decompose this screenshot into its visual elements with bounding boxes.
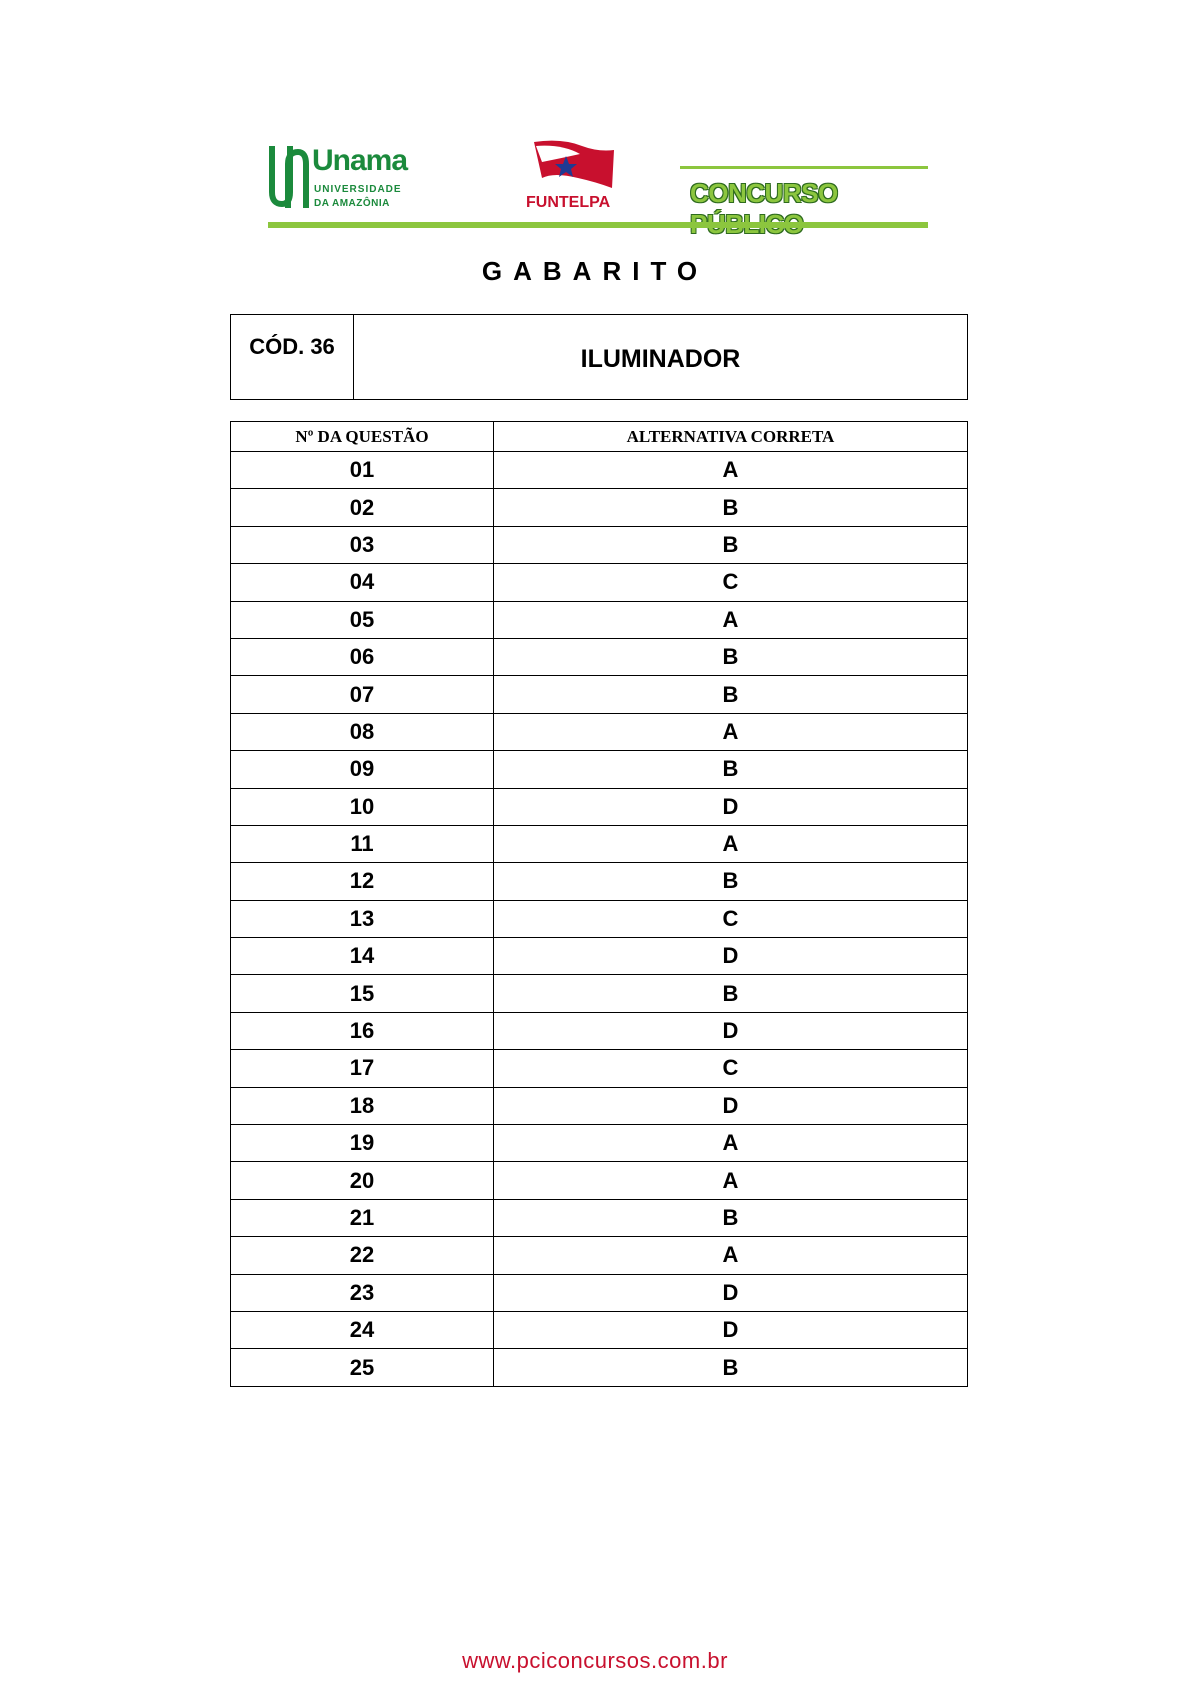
table-row — [231, 676, 968, 713]
unama-subtitle-2: DA AMAZÔNIA — [314, 198, 390, 209]
question-number: 03 — [231, 526, 494, 563]
unama-name: Unama — [312, 144, 408, 177]
table-row — [231, 788, 968, 825]
correct-alternative: B — [494, 1349, 968, 1386]
correct-alternative: A — [494, 713, 968, 750]
question-number: 08 — [231, 713, 494, 750]
table-row — [231, 1162, 968, 1199]
role-title: ILUMINADOR — [580, 345, 741, 373]
table-row — [231, 1311, 968, 1348]
correct-alternative: D — [494, 1012, 968, 1049]
table-row — [231, 1199, 968, 1236]
footer-url: www.pciconcursos.com.br — [462, 1648, 728, 1673]
table-row — [231, 713, 968, 750]
correct-alternative: B — [494, 489, 968, 526]
table-row — [231, 975, 968, 1012]
correct-alternative: D — [494, 938, 968, 975]
concurso-top-line — [680, 166, 928, 169]
correct-alternative: C — [494, 1050, 968, 1087]
correct-alternative: A — [494, 1162, 968, 1199]
correct-alternative: B — [494, 526, 968, 563]
answer-key-table — [230, 421, 968, 1387]
header-divider — [268, 222, 928, 228]
question-number: 21 — [231, 1199, 494, 1236]
correct-alternative: D — [494, 1274, 968, 1311]
question-number: 12 — [231, 863, 494, 900]
correct-alternative: D — [494, 1311, 968, 1348]
question-number: 19 — [231, 1125, 494, 1162]
header-correct-alternative: ALTERNATIVA CORRETA — [494, 422, 968, 452]
table-row — [231, 1274, 968, 1311]
question-number: 23 — [231, 1274, 494, 1311]
question-number: 25 — [231, 1349, 494, 1386]
answer-rows — [231, 452, 968, 1387]
concurso-publico-logo — [680, 166, 928, 222]
question-number: 10 — [231, 788, 494, 825]
correct-alternative: C — [494, 564, 968, 601]
question-number: 15 — [231, 975, 494, 1012]
correct-alternative: D — [494, 788, 968, 825]
question-number: 01 — [231, 452, 494, 489]
table-row — [231, 1349, 968, 1386]
question-number: 02 — [231, 489, 494, 526]
table-row — [231, 638, 968, 675]
unama-mark-icon — [268, 142, 310, 212]
table-row — [231, 1125, 968, 1162]
header-logos — [268, 138, 928, 230]
page-title: GABARITO — [481, 256, 709, 286]
question-number: 18 — [231, 1087, 494, 1124]
table-row — [231, 900, 968, 937]
correct-alternative: C — [494, 900, 968, 937]
question-number: 14 — [231, 938, 494, 975]
question-number: 20 — [231, 1162, 494, 1199]
correct-alternative: B — [494, 638, 968, 675]
question-number: 11 — [231, 825, 494, 862]
question-number: 07 — [231, 676, 494, 713]
question-number: 05 — [231, 601, 494, 638]
para-flag-icon — [532, 138, 616, 194]
correct-alternative: A — [494, 825, 968, 862]
table-row — [231, 863, 968, 900]
correct-alternative: B — [494, 676, 968, 713]
correct-alternative: B — [494, 975, 968, 1012]
table-row — [231, 1050, 968, 1087]
unama-subtitle-1: UNIVERSIDADE — [314, 184, 402, 195]
concurso-publico-text: CONCURSO — [690, 178, 838, 208]
correct-alternative: D — [494, 1087, 968, 1124]
correct-alternative: A — [494, 1125, 968, 1162]
table-row — [231, 1012, 968, 1049]
table-row — [231, 564, 968, 601]
correct-alternative: A — [494, 1237, 968, 1274]
correct-alternative: A — [494, 601, 968, 638]
funtelpa-name: FUNTELPA — [526, 194, 611, 211]
question-number: 09 — [231, 751, 494, 788]
correct-alternative: B — [494, 1199, 968, 1236]
code-label: CÓD. 36 — [231, 315, 354, 399]
table-header-row — [231, 422, 968, 452]
question-number: 06 — [231, 638, 494, 675]
table-row — [231, 1087, 968, 1124]
question-number: 22 — [231, 1237, 494, 1274]
unama-logo — [268, 138, 408, 218]
question-number: 04 — [231, 564, 494, 601]
question-number: 24 — [231, 1311, 494, 1348]
correct-alternative: B — [494, 863, 968, 900]
table-row — [231, 489, 968, 526]
table-row — [231, 825, 968, 862]
table-row — [231, 452, 968, 489]
question-number: 16 — [231, 1012, 494, 1049]
table-row — [231, 526, 968, 563]
header-question-number: Nº DA QUESTÃO — [231, 422, 494, 452]
correct-alternative: A — [494, 452, 968, 489]
table-row — [231, 751, 968, 788]
question-number: 17 — [231, 1050, 494, 1087]
funtelpa-logo — [518, 138, 628, 218]
code-box — [230, 314, 968, 400]
table-row — [231, 938, 968, 975]
table-row — [231, 601, 968, 638]
table-row — [231, 1237, 968, 1274]
question-number: 13 — [231, 900, 494, 937]
correct-alternative: B — [494, 751, 968, 788]
